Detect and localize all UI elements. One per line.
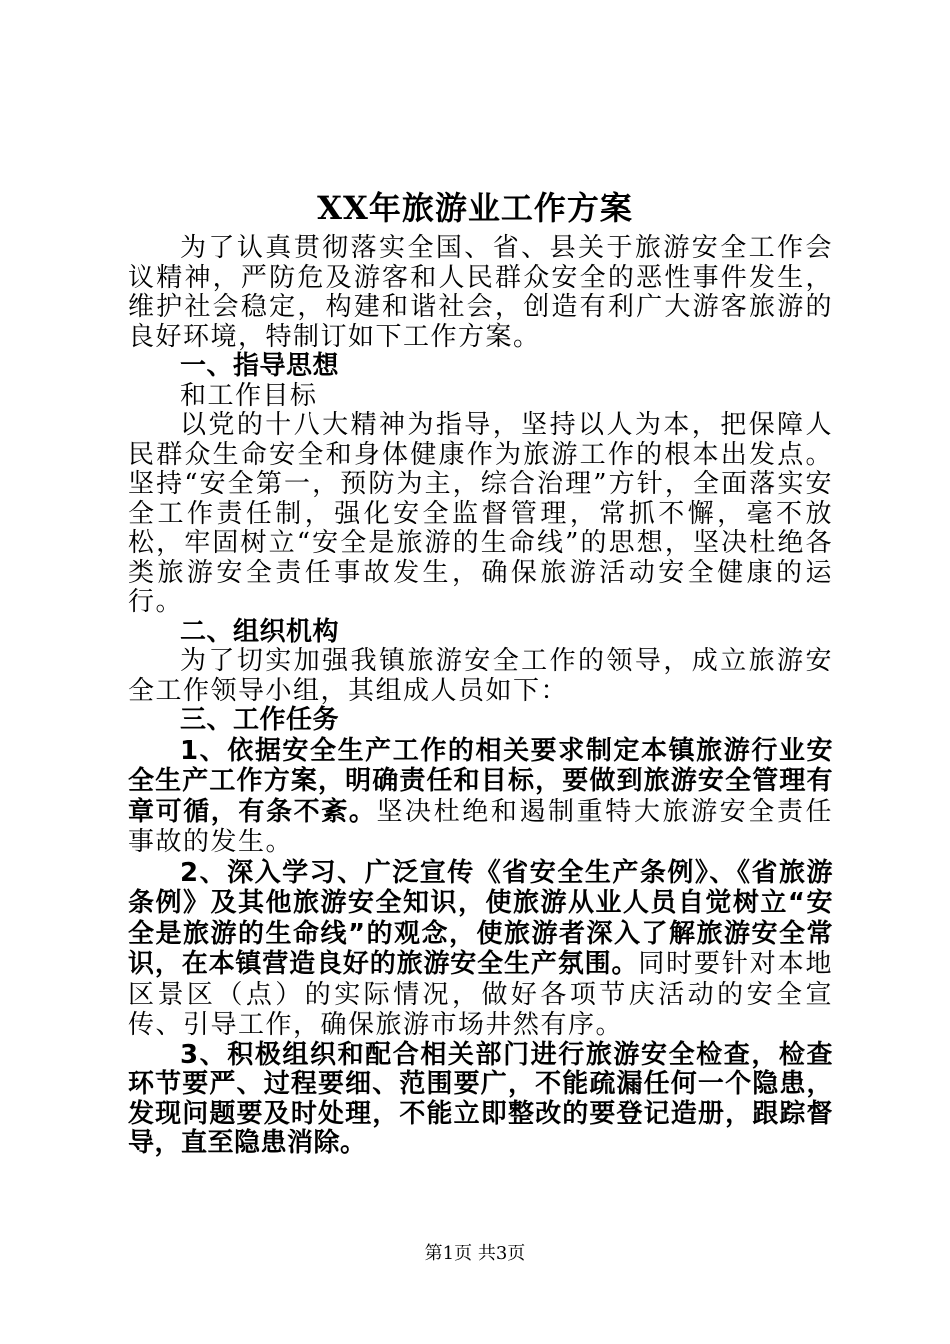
task-item-2-bold: 2、深入学习、广泛宣传《省安全生产条例》、《省旅游条例》及其他旅游安全知识，使旅游从业人员自觉树立“安全是旅游的生命线”的观念，使旅游者深入了解旅游安全常识，在本镇营造良好的旅游安全生产氛围。 [128, 857, 833, 979]
intro-paragraph: 为了认真贯彻落实全国、省、县关于旅游安全工作会议精神，严防危及游客和人民群众安全的恶性事件发生，维护社会稳定，构建和谐社会，创造有利广大游客旅游的良好环境，特制订如下工作方案。 [128, 233, 833, 352]
section-heading-guiding: 一、指导思想 [180, 351, 340, 381]
task-item-2 [128, 858, 833, 1041]
section-heading-tasks: 三、工作任务 [180, 705, 340, 735]
guiding-paragraph: 以党的十八大精神为指导，坚持以人为本，把保障人民群众生命安全和身体健康作为旅游工作的根本出发点。坚持“安全第一，预防为主，综合治理”方针，全面落实安全工作责任制，强化安全监督管理，常抓不懈，毫不放松，牢固树立“安全是旅游的生命线”的思想，坚决杜绝各类旅游安全责任事故发生，确保旅游活动安全健康的运行。 [128, 410, 833, 617]
subheading-work-goals: 和工作目标 [180, 380, 318, 411]
task-item-2-regular: 同时要针对本地区景区（点）的实际情况，做好各项节庆活动的安全宣传、引导工作，确保旅游市场井然有序。 [128, 949, 833, 1040]
task-item-1-regular: 坚决杜绝和遏制重特大旅游安全责任事故的发生。 [128, 796, 833, 857]
task-item-1-bold: 1、依据安全生产工作的相关要求制定本镇旅游行业安全生产工作方案，明确责任和目标，要做到旅游安全管理有章可循，有条不紊。 [128, 735, 833, 827]
organization-paragraph: 为了切实加强我镇旅游安全工作的领导，成立旅游安全工作领导小组，其组成人员如下： [128, 646, 833, 706]
task-item-1 [128, 736, 833, 858]
document-title: XX年旅游业工作方案 [317, 189, 633, 227]
section-heading-organization: 二、组织机构 [180, 616, 340, 647]
document-body [128, 234, 833, 1159]
page-footer: 第1页 共3页 [424, 1243, 526, 1264]
task-item-3: 3、积极组织和配合相关部门进行旅游安全检查，检查环节要严、过程要细、范围要广，不能疏漏任何一个隐患，发现问题要及时处理，不能立即整改的要登记造册，跟踪督导，直至隐患消除。 [128, 1039, 833, 1158]
